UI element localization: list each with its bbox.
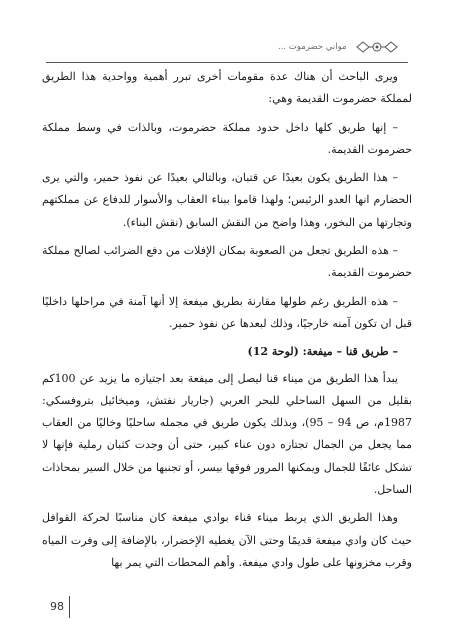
page-body — [42, 66, 412, 580]
header-divider — [46, 62, 408, 63]
paragraph: ويرى الباحث أن هناك عدة مقومات أخرى تبرر أهمية وواحدية هذا الطريق لمملكة حضرموت القديمة وهي: — [42, 70, 412, 106]
page-header — [0, 38, 453, 62]
list-item: – هذا الطريق يكون بعيدًا عن قتبان، وبالتالي بعيدًا عن نفوذ حمير، والتي يرى الحضارم انها العدو الرئيس؛ ولهذا قاموا ببناء العقاب والأسوار للدفاع عن مملكتهم وتجارتها من البخور، وهذا واضح من النقش السابق (نقش البناء). — [42, 171, 412, 229]
section-heading: – طريق قنا – ميفعة: (لوحة 12) — [247, 345, 398, 359]
list-item: – إنها طريق كلها داخل حدود مملكة حضرموت، وبالذات في وسط مملكة حضرموت القديمة. — [42, 120, 412, 156]
list-item: – هذه الطريق رغم طولها مقارنة بطريق ميفعة إلا أنها آمنة في مراحلها داخليًا قبل ان تكون آمنه خارجيًا، وذلك لبعدها عن نفوذ حمير. — [42, 294, 412, 330]
header-ornament-icon — [355, 38, 399, 56]
running-header-title: مواني حضرموت ... — [278, 42, 347, 52]
page-number: 98 — [50, 600, 64, 613]
page-footer — [42, 596, 102, 620]
footer-divider — [69, 596, 70, 618]
paragraph: وهذا الطريق الذي يربط ميناء قناء بوادي ميفعة كان مناسبًا لحركة القوافل حيث كان وادي ميفعة قديمًا وحتى الآن يغطيه الإخضرار، بالإضافة إلى وفرت المياه وقرب مخزونها على طول وادي ميفعة. وأهم المحطات التي يمر بها — [42, 511, 412, 569]
paragraph: يبدأ هذا الطريق من ميناء قنا ليصل إلى ميفعة بعد اجتيازه ما يزيد عن 100كم بقليل من السهل الساحلي للبحر العربي (جاريار نفتش، وميخائيل بتروفسكي: 1987م، ص 94 – 95)، وبذلك يكون طريق في مجمله ساحليًا وخاليًا من العقاب مما يجعل من الجمال تجتازه دون عناء كبير، حتى أن وجدت كثبان رملية فإنها لا تشكل عائقًا للجمال ويمكنها المرور فوقها بيسر، أو تجنبها من خلال السير بمحاذات الساحل. — [42, 371, 412, 497]
list-item: – هذه الطريق تجعل من الصعوبة بمكان الإفلات من دفع الضرائب لصالح مملكة حضرموت القديمة. — [42, 244, 412, 280]
